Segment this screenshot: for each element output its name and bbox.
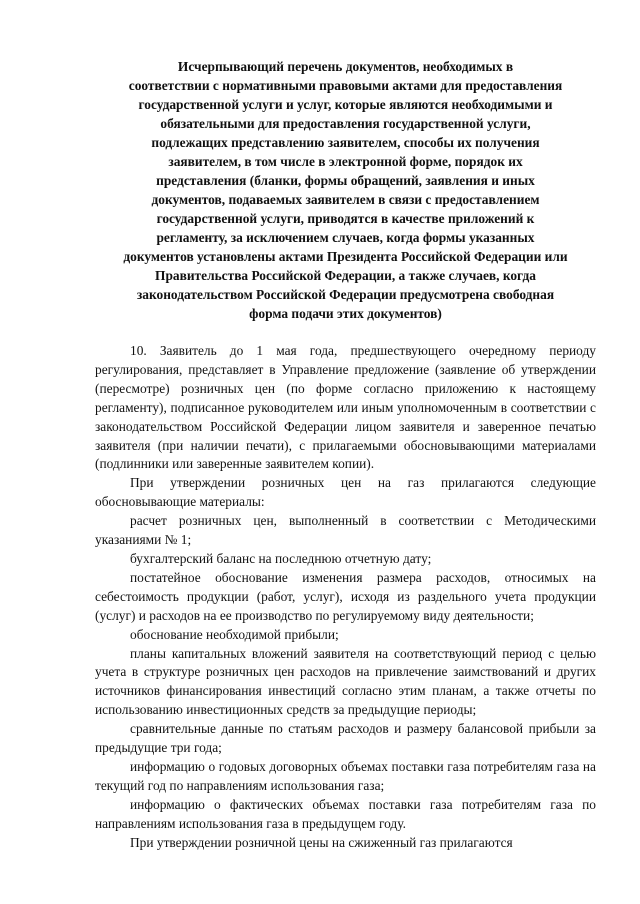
- heading-line: обязательными для предоставления государственной услуги,: [160, 116, 531, 131]
- heading-line: законодательством Российской Федерации предусмотрена свободная: [136, 287, 555, 302]
- list-item-capital-investment-plans: планы капитальных вложений заявителя на соответствующий период с целью учета в структуре розничных цен расходов на привлечение заимствований и других источников финансирования инвестиций согласно этим планам, а также отчеты по использованию инвестиционных средств за предыдущие периоды;: [95, 645, 596, 718]
- heading-line: представления (бланки, формы обращений, заявления и иных: [156, 173, 535, 188]
- list-item-annual-contract-volumes: информацию о годовых договорных объемах поставки газа потребителям газа на текущий год по направлениям использования газа;: [95, 758, 596, 793]
- document-heading: [95, 57, 596, 323]
- list-item-cost-justification: постатейное обоснование изменения размера расходов, относимых на себестоимость продукции (работ, услуг), исходя из раздельного учета продукции (услуг) и расходов на ее производство по регулируемому виду деятельности;: [95, 569, 596, 623]
- list-item-comparative-data: сравнительные данные по статьям расходов и размеру балансовой прибыли за предыдущие три года;: [95, 721, 596, 756]
- paragraph-item-10: 10. Заявитель до 1 мая года, предшествующего очередному периоду регулирования, представляет в Управление предложение (заявление об утверждении (пересмотре) розничных цен (по форме согласно приложению к настоящему регламенту), подписанное руководителем или иным уполномоченным в соответствии с законодательством Российской Федерации лицом заявителя и заверенное печатью заявителя (при наличии печати), с прилагаемыми обосновывающими материалами (подлинники или заверенные заявителем копии).: [95, 343, 596, 472]
- paragraph-liquefied-gas-intro: При утверждении розничной цены на сжиженный газ прилагаются: [130, 834, 513, 850]
- heading-line: государственной услуги, приводятся в качестве приложений к: [156, 211, 535, 226]
- heading-line: Правительства Российской Федерации, а также случаев, когда: [155, 268, 536, 283]
- heading-line: Исчерпывающий перечень документов, необходимых в: [177, 59, 514, 74]
- paragraph-gas-materials-intro: При утверждении розничных цен на газ прилагаются следующие обосновывающие материалы:: [95, 475, 596, 510]
- list-item-actual-supply-volumes: информацию о фактических объемах поставки газа потребителям газа по направлениям использования газа в предыдущем году.: [95, 796, 596, 831]
- document-body: [95, 342, 596, 852]
- list-item-price-calculation: расчет розничных цен, выполненный в соответствии с Методическими указаниями № 1;: [95, 513, 596, 548]
- heading-line: регламенту, за исключением случаев, когда формы указанных: [156, 230, 535, 245]
- heading-line: соответствии с нормативными правовыми актами для предоставления: [128, 78, 563, 93]
- heading-line: государственной услуги и услуг, которые являются необходимыми и: [138, 97, 553, 112]
- heading-line: документов, подаваемых заявителем в связи с предоставлением: [151, 192, 540, 207]
- list-item-balance-sheet: бухгалтерский баланс на последнюю отчетную дату;: [130, 550, 432, 566]
- heading-line: форма подачи этих документов): [249, 306, 442, 321]
- heading-line: документов установлены актами Президента Российской Федерации или: [123, 249, 568, 264]
- heading-line: подлежащих представлению заявителем, способы их получения: [151, 135, 540, 150]
- list-item-profit-justification: обоснование необходимой прибыли;: [130, 626, 339, 642]
- heading-line: заявителем, в том числе в электронной форме, порядок их: [168, 154, 523, 169]
